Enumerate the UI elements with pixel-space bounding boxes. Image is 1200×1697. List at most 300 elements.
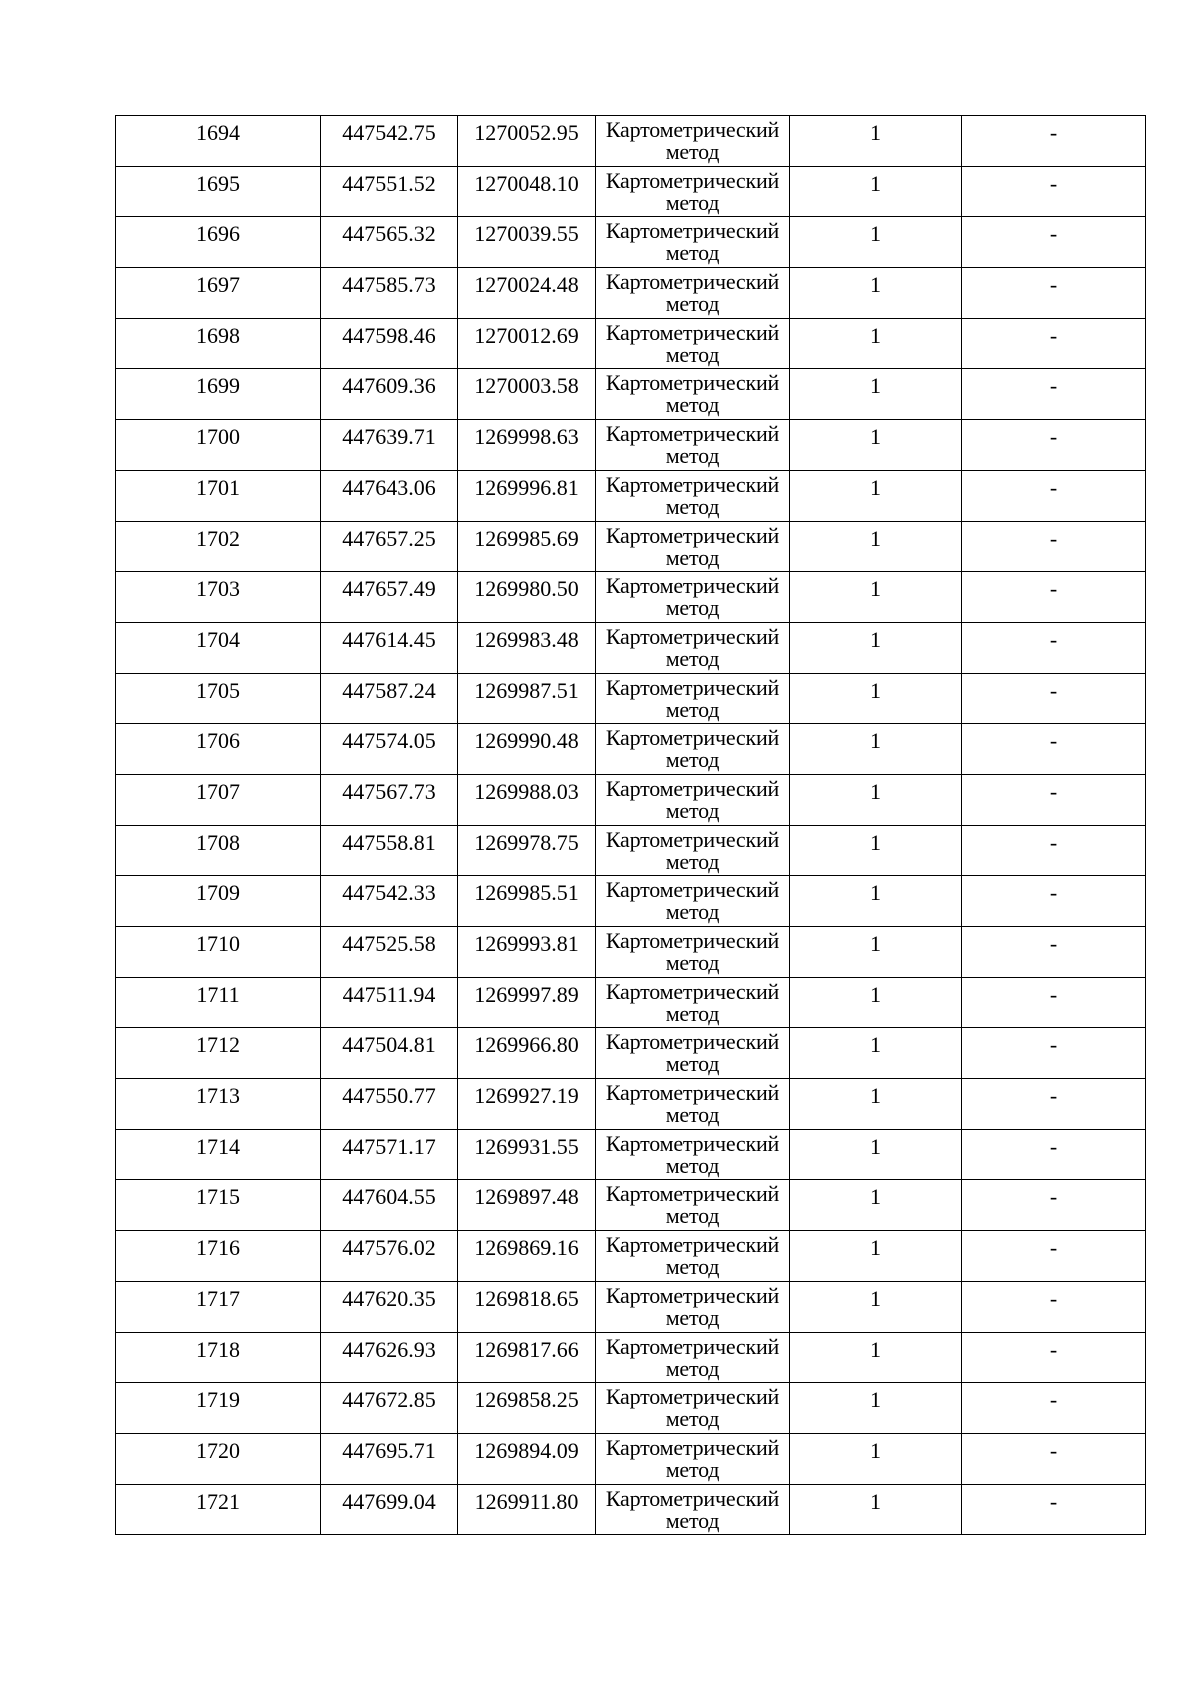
method-cell xyxy=(596,1433,790,1484)
accuracy-value: 1 xyxy=(870,1133,881,1159)
note-cell xyxy=(962,927,1146,978)
point-number: 1697 xyxy=(196,272,240,298)
accuracy-value: 1 xyxy=(870,1488,881,1514)
coordinates-table xyxy=(115,115,1146,1535)
x-coordinate-cell xyxy=(321,927,458,978)
note-value: - xyxy=(1049,1336,1058,1362)
point-number: 1710 xyxy=(196,931,240,956)
accuracy-cell xyxy=(790,1028,962,1079)
method-cell xyxy=(596,521,790,572)
table-row xyxy=(116,1281,1146,1332)
point-number: 1705 xyxy=(196,677,240,703)
y-coordinate: 1269978.75 xyxy=(474,829,579,855)
y-coordinate: 1270052.95 xyxy=(474,120,579,145)
point-number: 1712 xyxy=(196,1032,240,1058)
table-row xyxy=(116,369,1146,420)
note-value: - xyxy=(1049,120,1058,145)
x-coordinate-cell xyxy=(321,268,458,319)
y-coordinate-cell xyxy=(458,927,596,978)
accuracy-value: 1 xyxy=(870,1336,881,1362)
point-number-cell xyxy=(116,876,321,927)
note-value: - xyxy=(1049,1083,1058,1109)
table-row xyxy=(116,774,1146,825)
y-coordinate: 1269997.89 xyxy=(474,981,579,1007)
note-cell xyxy=(962,470,1146,521)
accuracy-value: 1 xyxy=(870,1285,881,1311)
table-row xyxy=(116,1433,1146,1484)
method-cell xyxy=(596,774,790,825)
note-cell xyxy=(962,369,1146,420)
method-text: Картометрический метод xyxy=(605,573,780,621)
point-number: 1706 xyxy=(196,728,240,754)
x-coordinate: 447576.02 xyxy=(342,1235,436,1261)
x-coordinate-cell xyxy=(321,1484,458,1535)
method-cell xyxy=(596,622,790,673)
y-coordinate: 1269931.55 xyxy=(474,1133,579,1159)
x-coordinate-cell xyxy=(321,774,458,825)
note-cell xyxy=(962,876,1146,927)
point-number: 1719 xyxy=(196,1387,240,1413)
method-cell xyxy=(596,1231,790,1282)
y-coordinate-cell xyxy=(458,470,596,521)
table-row xyxy=(116,268,1146,319)
method-cell xyxy=(596,1129,790,1180)
x-coordinate-cell xyxy=(321,116,458,167)
accuracy-cell xyxy=(790,318,962,369)
method-text: Картометрический метод xyxy=(605,167,780,215)
accuracy-cell xyxy=(790,825,962,876)
method-text: Картометрический метод xyxy=(605,775,780,823)
y-coordinate-cell xyxy=(458,116,596,167)
x-coordinate: 447542.33 xyxy=(342,880,436,906)
x-coordinate: 447657.49 xyxy=(342,576,436,602)
note-cell xyxy=(962,622,1146,673)
table-row xyxy=(116,470,1146,521)
note-value: - xyxy=(1049,1235,1058,1261)
note-cell xyxy=(962,1433,1146,1484)
table-row xyxy=(116,977,1146,1028)
table-row xyxy=(116,876,1146,927)
method-text: Картометрический метод xyxy=(605,421,780,469)
accuracy-cell xyxy=(790,1231,962,1282)
method-cell xyxy=(596,724,790,775)
y-coordinate-cell xyxy=(458,369,596,420)
point-number: 1699 xyxy=(196,373,240,399)
note-value: - xyxy=(1049,322,1058,348)
y-coordinate: 1269990.48 xyxy=(474,728,579,754)
note-value: - xyxy=(1049,728,1058,754)
y-coordinate: 1270039.55 xyxy=(474,221,579,247)
x-coordinate: 447626.93 xyxy=(342,1336,436,1362)
point-number: 1707 xyxy=(196,778,240,804)
note-cell xyxy=(962,318,1146,369)
accuracy-value: 1 xyxy=(870,778,881,804)
note-cell xyxy=(962,1332,1146,1383)
accuracy-value: 1 xyxy=(870,1032,881,1058)
note-cell xyxy=(962,166,1146,217)
x-coordinate-cell xyxy=(321,420,458,471)
note-value: - xyxy=(1049,424,1058,450)
note-value: - xyxy=(1049,778,1058,804)
accuracy-cell xyxy=(790,166,962,217)
method-text: Картометрический метод xyxy=(605,674,780,722)
point-number: 1713 xyxy=(196,1083,240,1109)
table-row xyxy=(116,673,1146,724)
note-value: - xyxy=(1049,1285,1058,1311)
note-cell xyxy=(962,1281,1146,1332)
y-coordinate-cell xyxy=(458,1332,596,1383)
method-cell xyxy=(596,673,790,724)
y-coordinate-cell xyxy=(458,1484,596,1535)
point-number-cell xyxy=(116,1433,321,1484)
y-coordinate: 1269869.16 xyxy=(474,1235,579,1261)
table-row xyxy=(116,622,1146,673)
note-value: - xyxy=(1049,829,1058,855)
table-row xyxy=(116,166,1146,217)
method-text: Картометрический метод xyxy=(605,1029,780,1077)
x-coordinate: 447587.24 xyxy=(342,677,436,703)
y-coordinate: 1270048.10 xyxy=(474,170,579,196)
x-coordinate: 447609.36 xyxy=(342,373,436,399)
point-number: 1716 xyxy=(196,1235,240,1261)
accuracy-cell xyxy=(790,369,962,420)
y-coordinate: 1270024.48 xyxy=(474,272,579,298)
accuracy-cell xyxy=(790,774,962,825)
method-text: Картометрический метод xyxy=(605,877,780,925)
x-coordinate-cell xyxy=(321,673,458,724)
accuracy-cell xyxy=(790,724,962,775)
method-text: Картометрический метод xyxy=(605,522,780,570)
method-text: Картометрический метод xyxy=(605,269,780,317)
x-coordinate-cell xyxy=(321,1231,458,1282)
accuracy-value: 1 xyxy=(870,1387,881,1413)
method-cell xyxy=(596,927,790,978)
point-number-cell xyxy=(116,470,321,521)
note-value: - xyxy=(1049,474,1058,500)
method-text: Картометрический метод xyxy=(605,1333,780,1381)
y-coordinate-cell xyxy=(458,420,596,471)
method-text: Картометрический метод xyxy=(605,1130,780,1178)
note-value: - xyxy=(1049,525,1058,551)
method-cell xyxy=(596,166,790,217)
point-number-cell xyxy=(116,369,321,420)
point-number-cell xyxy=(116,217,321,268)
table-row xyxy=(116,116,1146,167)
method-cell xyxy=(596,825,790,876)
point-number-cell xyxy=(116,622,321,673)
y-coordinate-cell xyxy=(458,1231,596,1282)
table-row xyxy=(116,1028,1146,1079)
accuracy-value: 1 xyxy=(870,221,881,247)
y-coordinate: 1269966.80 xyxy=(474,1032,579,1058)
x-coordinate-cell xyxy=(321,217,458,268)
y-coordinate: 1269998.63 xyxy=(474,424,579,450)
x-coordinate-cell xyxy=(321,1281,458,1332)
point-number-cell xyxy=(116,268,321,319)
method-text: Картометрический метод xyxy=(605,978,780,1026)
y-coordinate-cell xyxy=(458,673,596,724)
x-coordinate-cell xyxy=(321,876,458,927)
y-coordinate: 1269993.81 xyxy=(474,931,579,956)
note-value: - xyxy=(1049,170,1058,196)
method-cell xyxy=(596,116,790,167)
table-row xyxy=(116,1383,1146,1434)
accuracy-cell xyxy=(790,420,962,471)
note-cell xyxy=(962,1231,1146,1282)
method-cell xyxy=(596,420,790,471)
accuracy-cell xyxy=(790,927,962,978)
method-cell xyxy=(596,1281,790,1332)
point-number-cell xyxy=(116,1332,321,1383)
note-value: - xyxy=(1049,1133,1058,1159)
accuracy-value: 1 xyxy=(870,880,881,906)
table-row xyxy=(116,1332,1146,1383)
accuracy-cell xyxy=(790,1484,962,1535)
note-value: - xyxy=(1049,677,1058,703)
point-number-cell xyxy=(116,774,321,825)
accuracy-value: 1 xyxy=(870,322,881,348)
point-number: 1708 xyxy=(196,829,240,855)
table-row xyxy=(116,1129,1146,1180)
method-text: Картометрический метод xyxy=(605,1384,780,1432)
point-number-cell xyxy=(116,1079,321,1130)
point-number: 1711 xyxy=(196,981,240,1007)
x-coordinate: 447639.71 xyxy=(342,424,436,450)
point-number: 1701 xyxy=(196,474,240,500)
method-text: Картометрический метод xyxy=(605,928,780,975)
x-coordinate: 447699.04 xyxy=(342,1488,436,1514)
note-value: - xyxy=(1049,880,1058,906)
point-number: 1720 xyxy=(196,1437,240,1463)
x-coordinate-cell xyxy=(321,1180,458,1231)
y-coordinate-cell xyxy=(458,572,596,623)
x-coordinate-cell xyxy=(321,1332,458,1383)
method-text: Картометрический метод xyxy=(605,1485,780,1533)
x-coordinate-cell xyxy=(321,369,458,420)
y-coordinate-cell xyxy=(458,622,596,673)
x-coordinate-cell xyxy=(321,977,458,1028)
y-coordinate-cell xyxy=(458,1079,596,1130)
method-cell xyxy=(596,217,790,268)
x-coordinate: 447525.58 xyxy=(342,931,436,956)
table-row xyxy=(116,1180,1146,1231)
x-coordinate-cell xyxy=(321,521,458,572)
table-row xyxy=(116,724,1146,775)
method-text: Картометрический метод xyxy=(605,1434,780,1482)
point-number: 1718 xyxy=(196,1336,240,1362)
method-text: Картометрический метод xyxy=(605,1080,780,1128)
note-value: - xyxy=(1049,1032,1058,1058)
y-coordinate: 1269858.25 xyxy=(474,1387,579,1413)
coordinates-table-body xyxy=(116,116,1146,1535)
x-coordinate: 447695.71 xyxy=(342,1437,436,1463)
note-value: - xyxy=(1049,1184,1058,1210)
method-text: Картометрический метод xyxy=(605,471,780,519)
accuracy-value: 1 xyxy=(870,576,881,602)
y-coordinate-cell xyxy=(458,876,596,927)
y-coordinate: 1270003.58 xyxy=(474,373,579,399)
method-cell xyxy=(596,1079,790,1130)
point-number-cell xyxy=(116,1231,321,1282)
accuracy-value: 1 xyxy=(870,1184,881,1210)
accuracy-cell xyxy=(790,268,962,319)
accuracy-cell xyxy=(790,1281,962,1332)
x-coordinate: 447620.35 xyxy=(342,1285,436,1311)
accuracy-value: 1 xyxy=(870,1235,881,1261)
note-cell xyxy=(962,1079,1146,1130)
table-row xyxy=(116,521,1146,572)
accuracy-value: 1 xyxy=(870,170,881,196)
x-coordinate-cell xyxy=(321,572,458,623)
table-row xyxy=(116,572,1146,623)
method-cell xyxy=(596,977,790,1028)
note-value: - xyxy=(1049,221,1058,247)
point-number-cell xyxy=(116,521,321,572)
table-row xyxy=(116,217,1146,268)
y-coordinate-cell xyxy=(458,1383,596,1434)
accuracy-cell xyxy=(790,1433,962,1484)
point-number-cell xyxy=(116,825,321,876)
point-number-cell xyxy=(116,1383,321,1434)
accuracy-cell xyxy=(790,1180,962,1231)
x-coordinate-cell xyxy=(321,1383,458,1434)
note-cell xyxy=(962,774,1146,825)
method-text: Картометрический метод xyxy=(605,218,780,266)
y-coordinate-cell xyxy=(458,1180,596,1231)
x-coordinate-cell xyxy=(321,1079,458,1130)
accuracy-value: 1 xyxy=(870,474,881,500)
note-value: - xyxy=(1049,1488,1058,1514)
table-row xyxy=(116,420,1146,471)
x-coordinate: 447550.77 xyxy=(342,1083,436,1109)
point-number: 1695 xyxy=(196,170,240,196)
y-coordinate: 1270012.69 xyxy=(474,322,579,348)
x-coordinate-cell xyxy=(321,470,458,521)
point-number-cell xyxy=(116,927,321,978)
table-row xyxy=(116,927,1146,978)
y-coordinate: 1269927.19 xyxy=(474,1083,579,1109)
point-number: 1715 xyxy=(196,1184,240,1210)
x-coordinate: 447614.45 xyxy=(342,626,436,652)
accuracy-cell xyxy=(790,470,962,521)
point-number: 1709 xyxy=(196,880,240,906)
x-coordinate-cell xyxy=(321,166,458,217)
accuracy-cell xyxy=(790,217,962,268)
x-coordinate: 447585.73 xyxy=(342,272,436,298)
x-coordinate: 447542.75 xyxy=(342,120,436,145)
table-row xyxy=(116,1231,1146,1282)
method-text: Картометрический метод xyxy=(605,1181,780,1229)
x-coordinate: 447672.85 xyxy=(342,1387,436,1413)
y-coordinate-cell xyxy=(458,1129,596,1180)
accuracy-cell xyxy=(790,1383,962,1434)
x-coordinate-cell xyxy=(321,825,458,876)
accuracy-value: 1 xyxy=(870,373,881,399)
x-coordinate: 447574.05 xyxy=(342,728,436,754)
method-text: Картометрический метод xyxy=(605,623,780,671)
note-cell xyxy=(962,1129,1146,1180)
y-coordinate-cell xyxy=(458,724,596,775)
method-cell xyxy=(596,470,790,521)
point-number: 1702 xyxy=(196,525,240,551)
point-number-cell xyxy=(116,673,321,724)
accuracy-value: 1 xyxy=(870,728,881,754)
accuracy-value: 1 xyxy=(870,626,881,652)
point-number: 1698 xyxy=(196,322,240,348)
method-text: Картометрический метод xyxy=(605,1282,780,1330)
point-number-cell xyxy=(116,1180,321,1231)
table-row xyxy=(116,825,1146,876)
point-number-cell xyxy=(116,1129,321,1180)
y-coordinate: 1269985.51 xyxy=(474,880,579,906)
method-cell xyxy=(596,1383,790,1434)
note-value: - xyxy=(1049,981,1058,1007)
note-value: - xyxy=(1049,1387,1058,1413)
accuracy-cell xyxy=(790,622,962,673)
point-number: 1694 xyxy=(196,120,240,145)
point-number-cell xyxy=(116,977,321,1028)
accuracy-cell xyxy=(790,977,962,1028)
accuracy-cell xyxy=(790,521,962,572)
note-value: - xyxy=(1049,931,1058,956)
x-coordinate: 447567.73 xyxy=(342,778,436,804)
point-number-cell xyxy=(116,318,321,369)
note-cell xyxy=(962,1180,1146,1231)
y-coordinate: 1269985.69 xyxy=(474,525,579,551)
x-coordinate: 447511.94 xyxy=(342,981,436,1007)
note-cell xyxy=(962,268,1146,319)
accuracy-value: 1 xyxy=(870,677,881,703)
y-coordinate: 1269980.50 xyxy=(474,576,579,602)
accuracy-cell xyxy=(790,572,962,623)
note-cell xyxy=(962,572,1146,623)
accuracy-cell xyxy=(790,876,962,927)
note-cell xyxy=(962,1383,1146,1434)
accuracy-value: 1 xyxy=(870,931,881,956)
y-coordinate-cell xyxy=(458,217,596,268)
accuracy-value: 1 xyxy=(870,981,881,1007)
x-coordinate: 447558.81 xyxy=(342,829,436,855)
method-cell xyxy=(596,1180,790,1231)
point-number-cell xyxy=(116,1281,321,1332)
y-coordinate-cell xyxy=(458,166,596,217)
point-number-cell xyxy=(116,1028,321,1079)
accuracy-value: 1 xyxy=(870,424,881,450)
note-cell xyxy=(962,420,1146,471)
y-coordinate: 1269897.48 xyxy=(474,1184,579,1210)
point-number-cell xyxy=(116,116,321,167)
note-cell xyxy=(962,1484,1146,1535)
y-coordinate: 1269911.80 xyxy=(474,1488,579,1514)
note-value: - xyxy=(1049,626,1058,652)
note-value: - xyxy=(1049,272,1058,298)
table-row xyxy=(116,1484,1146,1535)
point-number: 1721 xyxy=(196,1488,240,1514)
point-number-cell xyxy=(116,724,321,775)
accuracy-cell xyxy=(790,1332,962,1383)
accuracy-value: 1 xyxy=(870,829,881,855)
x-coordinate: 447571.17 xyxy=(342,1133,436,1159)
y-coordinate-cell xyxy=(458,774,596,825)
accuracy-cell xyxy=(790,673,962,724)
method-cell xyxy=(596,318,790,369)
method-cell xyxy=(596,876,790,927)
y-coordinate-cell xyxy=(458,268,596,319)
point-number: 1714 xyxy=(196,1133,240,1159)
accuracy-cell xyxy=(790,1079,962,1130)
x-coordinate: 447657.25 xyxy=(342,525,436,551)
point-number: 1717 xyxy=(196,1285,240,1311)
